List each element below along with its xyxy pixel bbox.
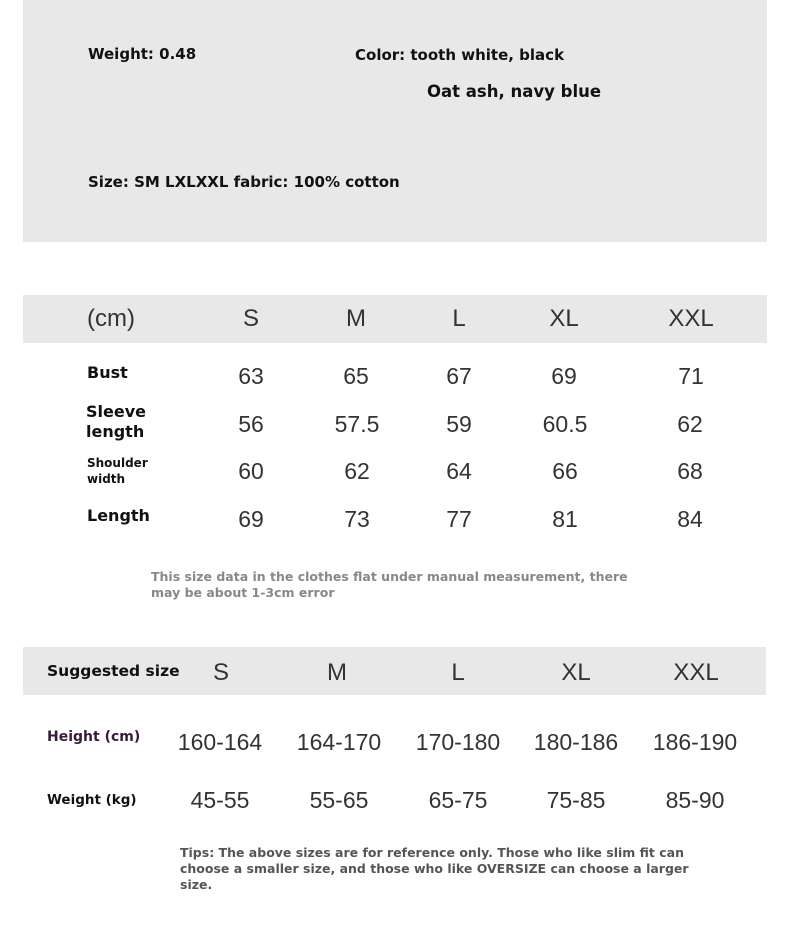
row-label-weight: Weight (kg)	[47, 792, 137, 808]
row-label-sleeve: Sleeve	[86, 402, 146, 421]
table-cell: 69	[551, 363, 577, 389]
size-header-xl: XL	[549, 305, 579, 332]
table-cell: 45-55	[190, 787, 250, 813]
table-cell: 186-190	[652, 729, 738, 755]
table-cell: 55-65	[309, 787, 369, 813]
table-cell: 60	[238, 458, 264, 484]
color-info-line2: Oat ash, navy blue	[427, 82, 602, 101]
row-label-shoulder-line2: width	[87, 472, 126, 486]
table-cell: 170-180	[415, 729, 501, 755]
table-cell: 160-164	[177, 729, 263, 755]
row-label-height: Height (cm)	[47, 729, 141, 745]
table-cell: 64	[446, 458, 472, 484]
size-header-xxl: XXL	[668, 305, 714, 332]
row-label-bust: Bust	[87, 363, 128, 382]
table-cell: 69	[238, 506, 264, 532]
table-cell: 66	[552, 458, 578, 484]
suggest-header-m: M	[327, 659, 347, 686]
table-cell: 81	[552, 506, 578, 532]
table-cell: 164-170	[296, 729, 382, 755]
size-header-m: M	[346, 305, 366, 332]
table-cell: 68	[677, 458, 703, 484]
table-cell: 75-85	[546, 787, 606, 813]
suggest-header-s: S	[212, 659, 229, 686]
suggest-header-xxl: XXL	[673, 659, 719, 686]
size-header-s: S	[242, 305, 259, 332]
table-cell: 60.5	[542, 411, 588, 437]
size-tips: Tips: The above sizes are for reference only. Those who like slim fit can choose a smaller size, and those who like OVERSIZE can choose a larger size.	[180, 845, 689, 892]
table-cell: 59	[446, 411, 472, 437]
weight-info: Weight: 0.48	[88, 45, 197, 63]
table-cell: 62	[344, 458, 370, 484]
table-cell: 56	[238, 411, 264, 437]
table-cell: 85-90	[665, 787, 725, 813]
suggest-header-xl: XL	[561, 659, 591, 686]
product-info-panel	[23, 0, 767, 242]
color-info: Color: tooth white, black	[355, 46, 565, 64]
table-cell: 63	[238, 363, 264, 389]
size-fabric-info: Size: SM LXLXXL fabric: 100% cotton	[88, 173, 400, 191]
table-cell: 77	[446, 506, 472, 532]
suggest-header-l: L	[451, 659, 465, 686]
table-cell: 71	[678, 363, 704, 389]
size-header-l: L	[452, 305, 466, 332]
measurement-note: This size data in the clothes flat under manual measurement, there may be about 1-3cm error	[151, 569, 628, 600]
table-cell: 65	[343, 363, 369, 389]
table-cell: 57.5	[334, 411, 380, 437]
unit-header: (cm)	[87, 305, 135, 332]
table-cell: 65-75	[428, 787, 488, 813]
table-cell: 62	[677, 411, 703, 437]
table-cell: 180-186	[533, 729, 619, 755]
table-cell: 67	[446, 363, 472, 389]
table-cell: 84	[677, 506, 703, 532]
row-label-length: Length	[87, 506, 150, 525]
suggested-size-label: Suggested size	[47, 662, 180, 680]
row-label-shoulder: Shoulder	[87, 456, 148, 470]
table-cell: 73	[344, 506, 370, 532]
row-label-sleeve-line2: length	[86, 422, 145, 441]
